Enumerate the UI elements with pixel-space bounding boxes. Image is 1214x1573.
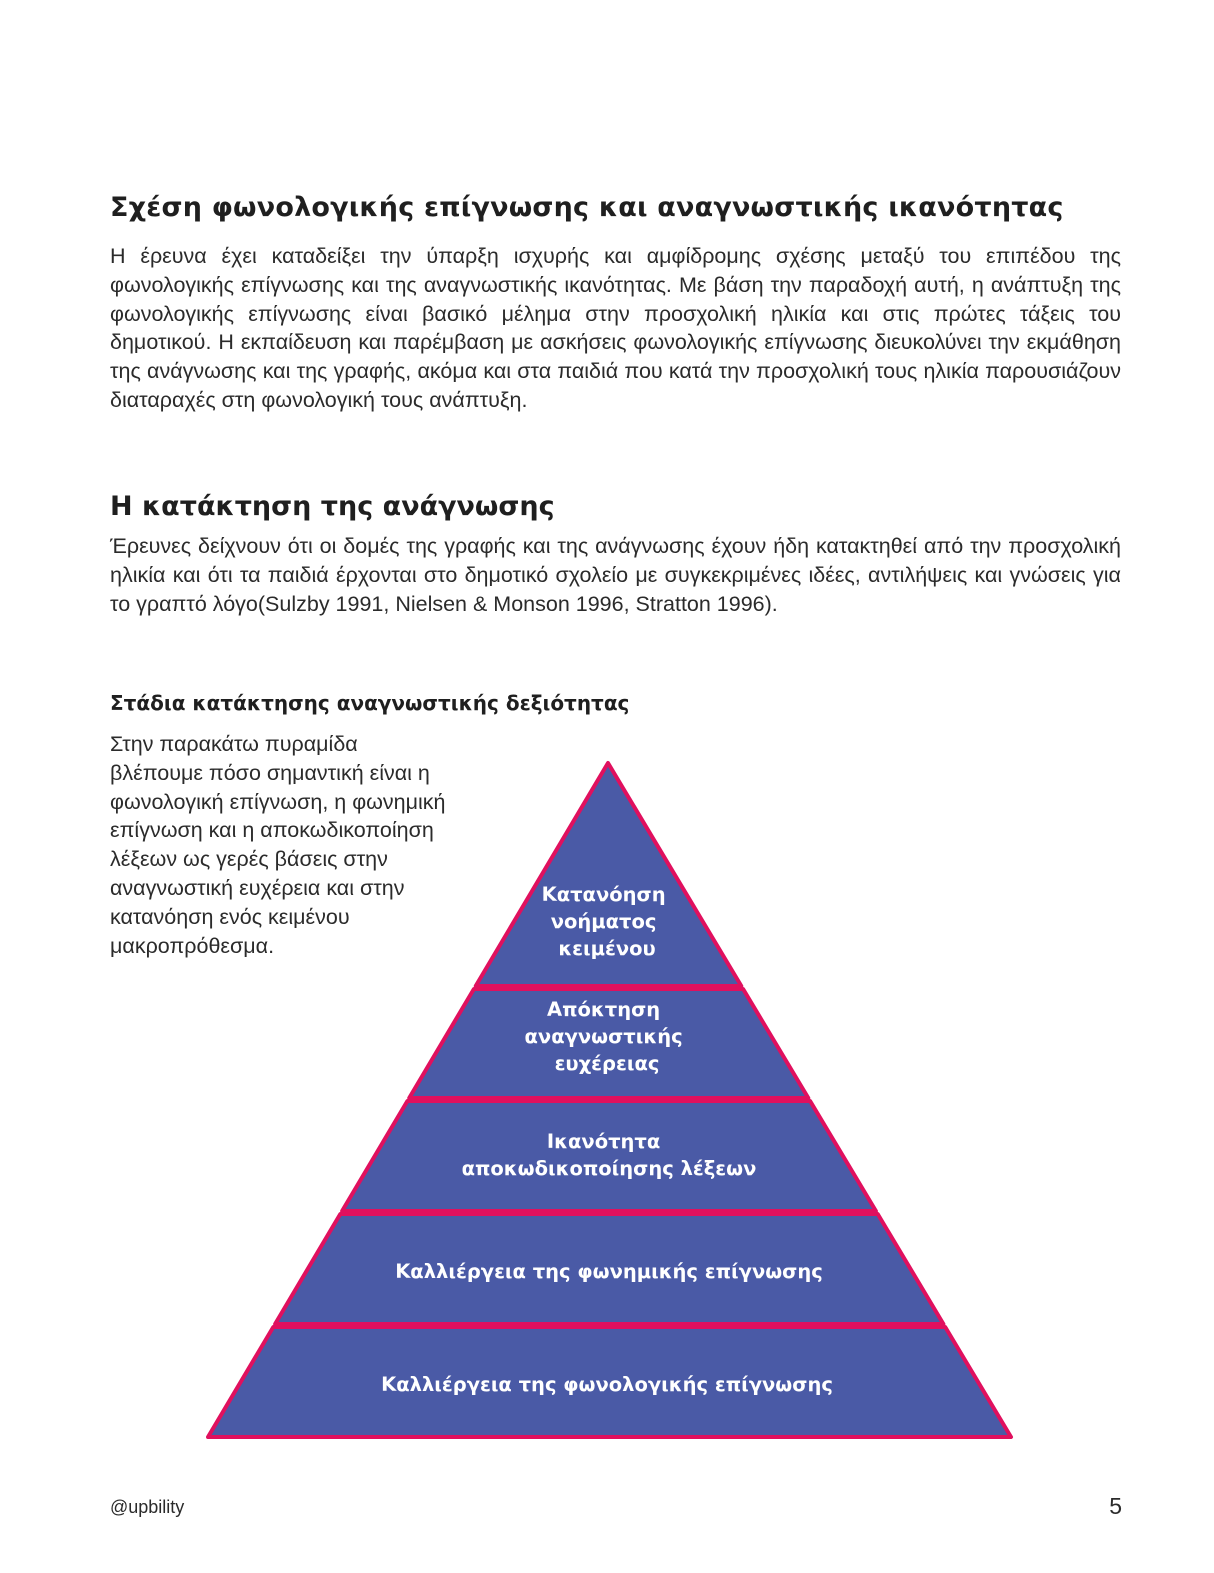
- section-body-phonological-awareness: Η έρευνα έχει καταδείξει την ύπαρξη ισχυρής και αμφίδρομης σχέσης μεταξύ του επιπέδου της φωνολογικής επίγνωσης και της αναγνωστικής ικανότητας. Με βάση την παραδοχή αυτή, η ανάπτυξη της φωνολογικής επίγνωσης είναι βασικό μέλημα στην προσχολική ηλικία και στις πρώτες τάξεις του δημοτικού. Η εκπαίδευση και παρέμβαση με ασκήσεις φωνολογικής επίγνωσης διευκολύνει την εκμάθηση της ανάγνωσης και της γραφής, ακόμα και στα παιδιά που κατά την προσχολική τους ηλικία παρουσιάζουν διαταραχές στη φωνολογική τους ανάπτυξη.: [110, 244, 1121, 412]
- tier-label-line: κειμένου: [558, 937, 656, 960]
- tier-label-phonological-awareness: [381, 1373, 833, 1396]
- tier-label-line: Ικανότητα: [546, 1130, 661, 1153]
- pyramid-description: Στην παρακάτω πυραμίδα βλέπουμε πόσο σημαντική είναι η φωνολογική επίγνωση, η φωνημική επίγνωση και η αποκωδικοποίηση λέξεων ως γερές βάσεις στην αναγνωστική ευχέρεια και στην κατανόηση ενός κειμένου μακροπρόθεσμα.: [110, 732, 446, 958]
- tier-label-phonemic-awareness: [395, 1260, 823, 1283]
- tier-label-line: αποκωδικοποίησης λέξεων: [461, 1157, 757, 1180]
- section-body-reading-acquisition: Έρευνες δείχνουν ότι οι δομές της γραφής και της ανάγνωσης έχουν ήδη κατακτηθεί από την προσχολική ηλικία και ότι τα παιδιά έρχονται στο δημοτικό σχολείο με συγκεκριμένες ιδέες, αντιλήψεις και γνώσεις για το γραπτό λόγο(Sulzby 1991, Nielsen & Monson 1996, Stratton 1996).: [110, 534, 1121, 616]
- tier-label-comprehension: [542, 883, 673, 960]
- tier-label-line: Κατανόηση: [541, 883, 666, 906]
- tier-label-line: ευχέρειας: [554, 1052, 660, 1075]
- tier-label-line: Απόκτηση: [547, 998, 661, 1021]
- section-title-reading-acquisition: Η κατάκτηση της ανάγνωσης: [110, 491, 555, 522]
- section-title-reading-stages: Στάδια κατάκτησης αναγνωστικής δεξιότητας: [110, 691, 630, 715]
- section-title-phonological-awareness: Σχέση φωνολογικής επίγνωσης και αναγνωστικής ικανότητας: [110, 192, 1064, 223]
- footer-brand: @upbility: [110, 1497, 185, 1517]
- tier-label-line: Καλλιέργεια της φωνολογικής επίγνωσης: [381, 1373, 833, 1396]
- pyramid-tier-decoding: [342, 1101, 876, 1211]
- tier-label-line: νοήματος: [550, 910, 657, 933]
- tier-label-line: Καλλιέργεια της φωνημικής επίγνωσης: [395, 1260, 823, 1283]
- tier-label-line: αναγνωστικής: [524, 1025, 683, 1048]
- page-number: 5: [1109, 1493, 1122, 1519]
